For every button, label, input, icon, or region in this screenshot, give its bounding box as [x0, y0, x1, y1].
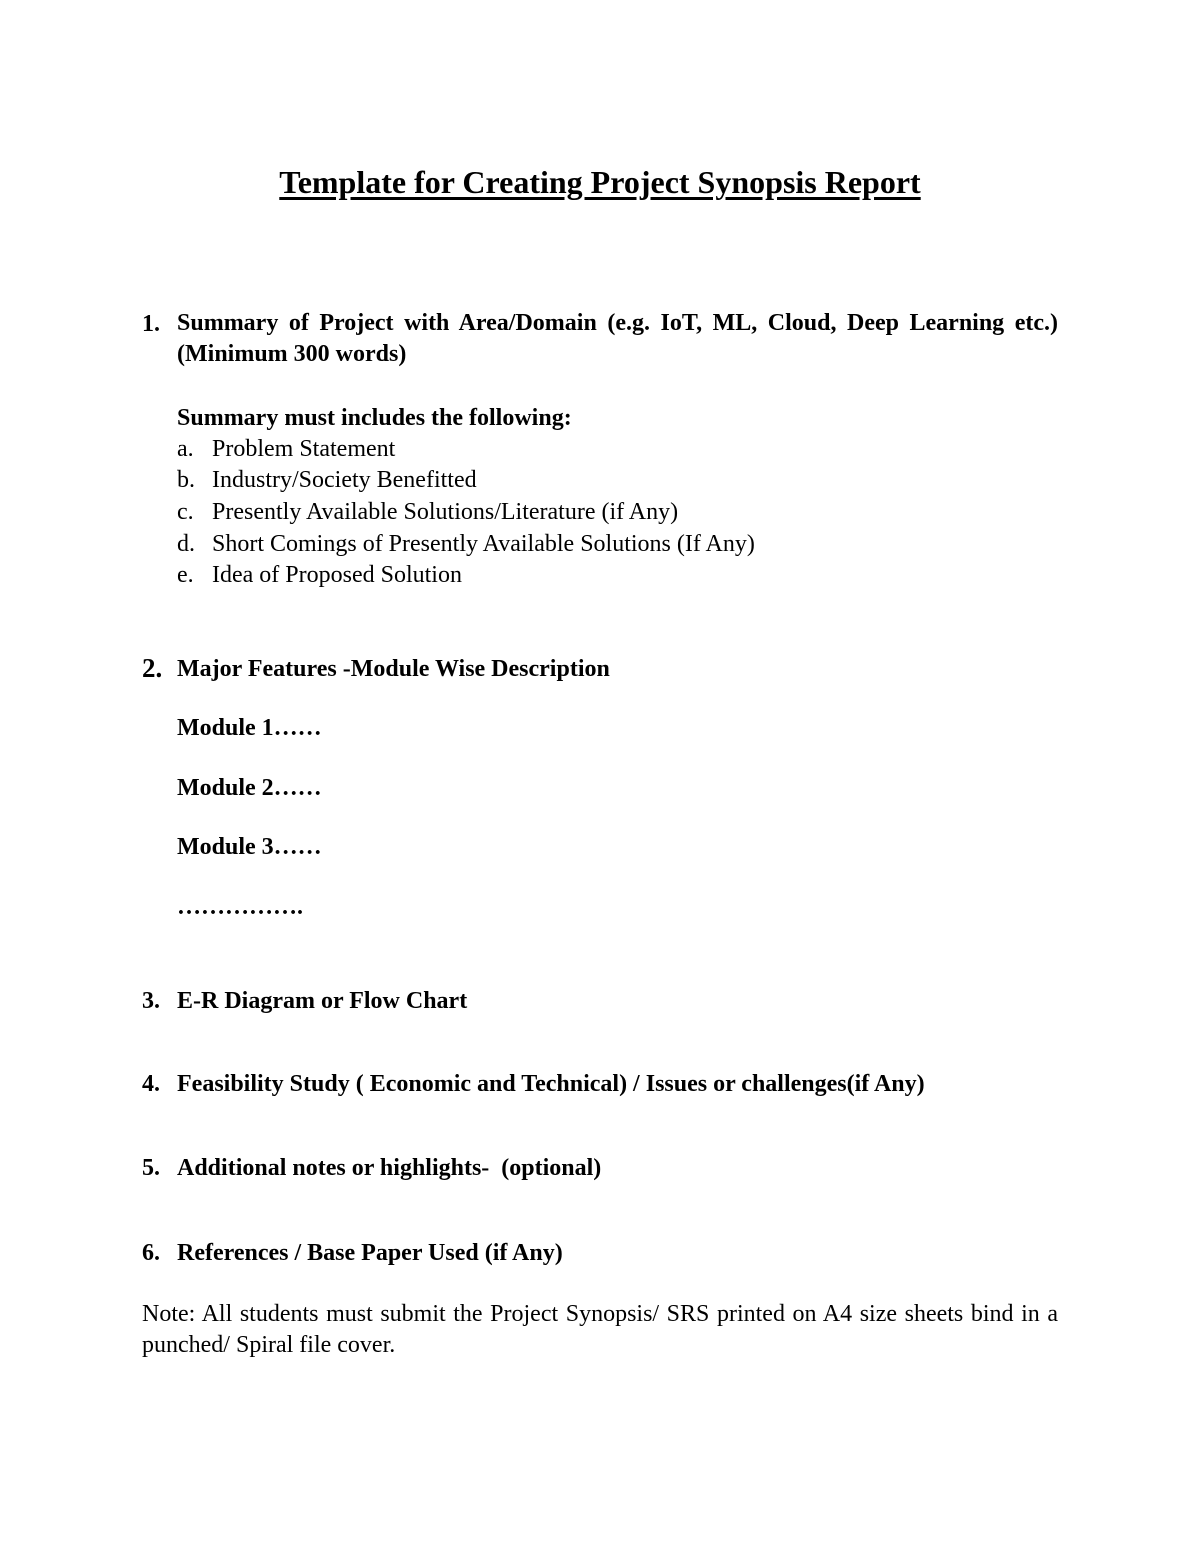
list-item-text: Problem Statement [212, 436, 396, 462]
module-line: Module 3…… [177, 834, 322, 860]
list-item-text: Idea of Proposed Solution [212, 562, 462, 588]
list-item-letter: e. [177, 562, 194, 588]
list-item [177, 528, 755, 560]
list-item [177, 433, 395, 465]
section-5-number: 5. [142, 1155, 160, 1181]
module-line: Module 2…… [177, 775, 322, 801]
section-5-heading: Additional notes or highlights- (optional) [177, 1155, 602, 1181]
section-3-number: 3. [142, 988, 160, 1014]
section-6-heading: References / Base Paper Used (if Any) [177, 1240, 563, 1266]
section-1-number: 1. [142, 311, 160, 337]
section-3-heading: E-R Diagram or Flow Chart [177, 988, 468, 1014]
section-2-heading: Major Features -Module Wise Description [177, 656, 610, 682]
list-item-letter: b. [177, 467, 195, 493]
list-item [177, 464, 477, 496]
list-item-text: Industry/Society Benefitted [212, 467, 477, 493]
section-1-heading: Summary of Project with Area/Domain (e.g. IoT, ML, Cloud, Deep Learning etc.) (Minimum 300 words) [177, 310, 1058, 367]
list-item-letter: c. [177, 499, 194, 525]
list-item-text: Presently Available Solutions/Literature (if Any) [212, 499, 679, 525]
section-4-number: 4. [142, 1071, 160, 1097]
section-6-number: 6. [142, 1240, 160, 1266]
module-line: Module 1…… [177, 715, 322, 741]
section-4-heading: Feasibility Study ( Economic and Technical) / Issues or challenges(if Any) [177, 1071, 925, 1097]
list-item [177, 496, 678, 528]
module-ellipsis: ……………. [177, 894, 303, 920]
list-item-text: Short Comings of Presently Available Solutions (If Any) [212, 531, 755, 557]
submission-note: Note: All students must submit the Project Synopsis/ SRS printed on A4 size sheets bind in a punched/ Spiral file cover. [142, 1301, 1058, 1358]
section-2-number: 2. [142, 653, 163, 683]
list-item-letter: a. [177, 436, 194, 462]
list-item-letter: d. [177, 531, 195, 557]
summary-subheading: Summary must includes the following: [177, 405, 572, 431]
list-item [177, 559, 462, 591]
document-title: Template for Creating Project Synopsis Report [279, 164, 921, 200]
